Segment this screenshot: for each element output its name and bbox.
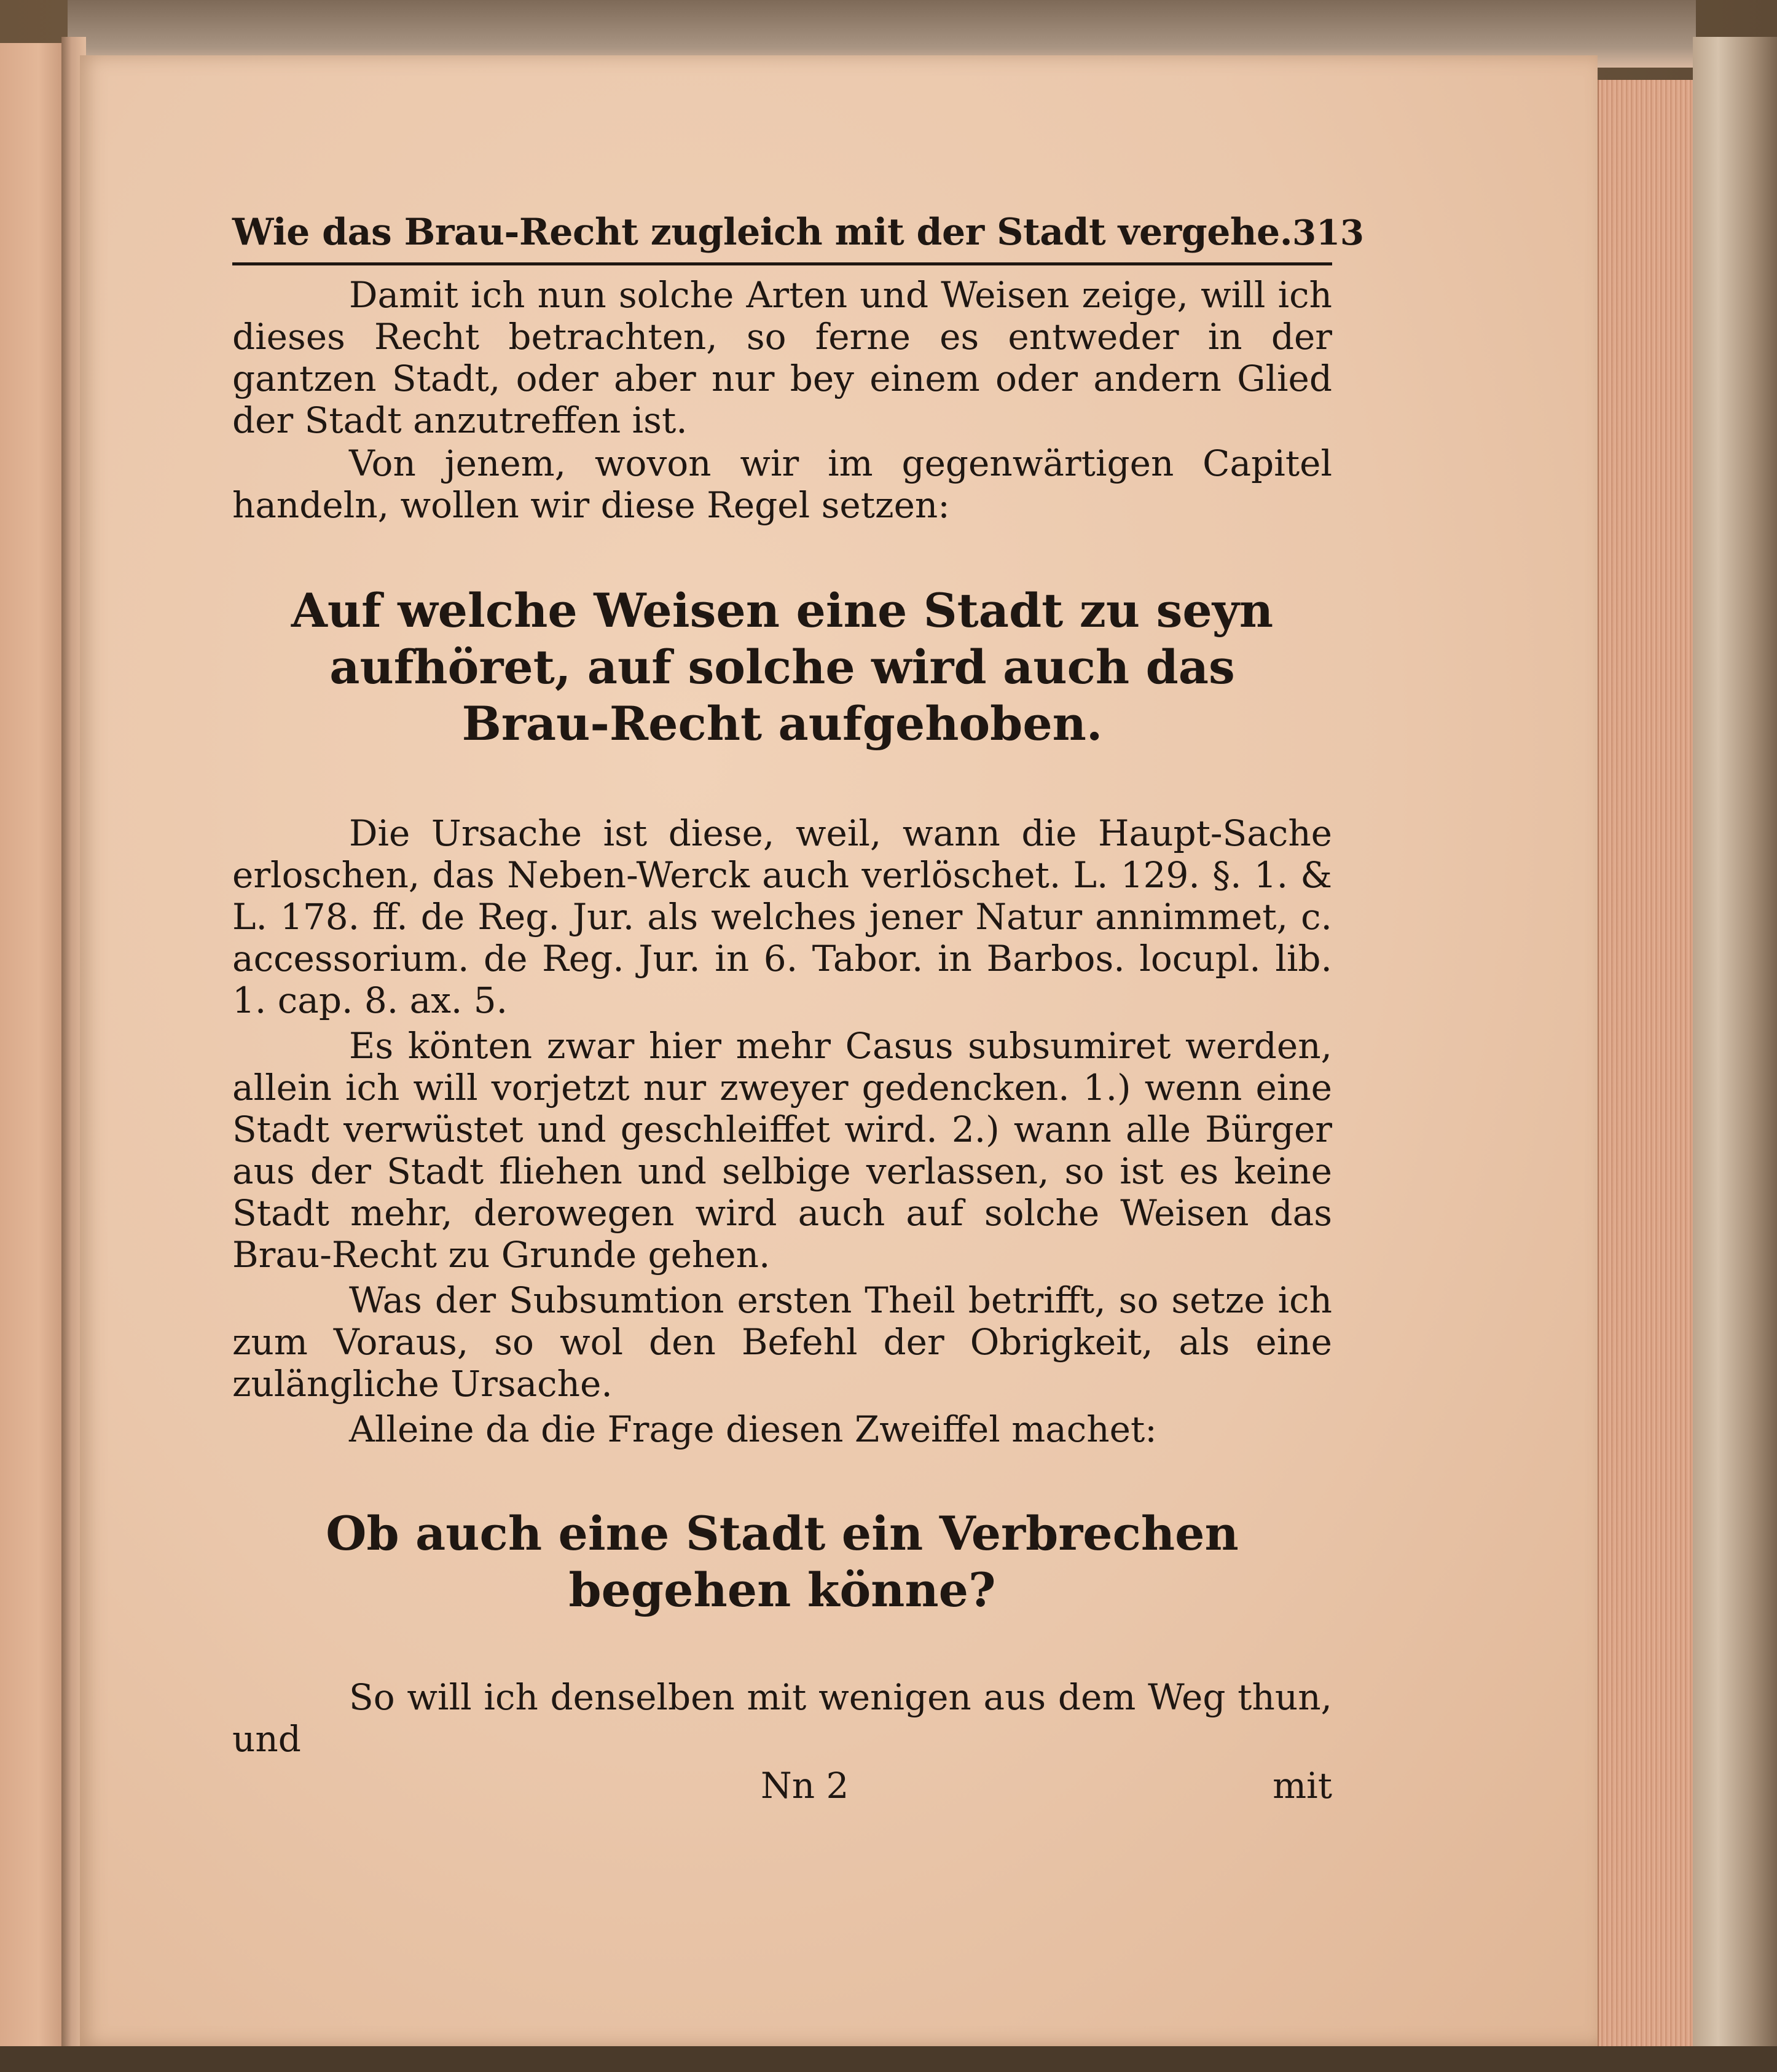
paragraph-3: Die Ursache ist diese, weil, wann die Haupt-Sache erloschen, das Neben-Werck auch verlöschet. L. 129. §. 1. & L. 178. ff. de Reg. Jur. als welches jener Natur annimmet, c. accessorium. de Reg. Jur. in 6. Tabor. in Barbos. locupl. lib. 1. cap. 8. ax. 5. xyxy=(232,812,1332,1021)
rule-heading: Auf welche Weisen eine Stadt zu seyn aufhöret, auf solche wird auch das Brau-Recht aufgehoben. xyxy=(291,583,1274,751)
page-number: 313 xyxy=(1292,213,1365,253)
paragraph-6: Alleine da die Frage diesen Zweiffel machet: xyxy=(349,1408,1157,1450)
page-block-fore-edge xyxy=(1598,80,1694,2046)
paragraph-4: Es könten zwar hier mehr Casus subsumiret werden, allein ich will vorjetzt nur zweyer gedencken. 1.) wenn eine Stadt verwüstet und geschleiffet wird. 2.) wann alle Bürger aus der Stadt fliehen und selbige verlassen, so ist es keine Stadt mehr, derowegen wird auch auf solche Weisen das Brau-Recht zu Grunde gehen. xyxy=(232,1025,1332,1276)
bottom-shadow xyxy=(0,2046,1777,2072)
running-head-title: Wie das Brau-Recht zugleich mit der Stadt vergehe. xyxy=(232,211,1293,254)
paragraph-2: Von jenem, wovon wir im gegenwärtigen Capitel handeln, wollen wir diese Regel setzen: xyxy=(232,442,1332,526)
page-footer xyxy=(232,1765,1332,1807)
paragraph-7: So will ich denselben mit wenigen aus dem Weg thun, und xyxy=(232,1676,1332,1760)
book-cover-edge xyxy=(1693,37,1777,2065)
running-head xyxy=(232,211,1365,265)
text-block xyxy=(232,211,1365,1807)
left-page-edge xyxy=(0,43,66,2046)
signature-mark: Nn 2 xyxy=(761,1765,849,1807)
question-heading: Ob auch eine Stadt ein Verbrechen begehen könne? xyxy=(326,1506,1239,1617)
paragraph-5: Was der Subsumtion ersten Theil betrifft, so setze ich zum Voraus, so wol den Befehl der Obrigkeit, als eine zulängliche Ursache. xyxy=(232,1279,1332,1405)
paragraph-1: Damit ich nun solche Arten und Weisen zeige, will ich dieses Recht betrachten, so ferne es entweder in der gantzen Stadt, oder aber nur bey einem oder andern Glied der Stadt anzutreffen ist. xyxy=(232,274,1332,441)
catchword: mit xyxy=(1273,1765,1332,1807)
